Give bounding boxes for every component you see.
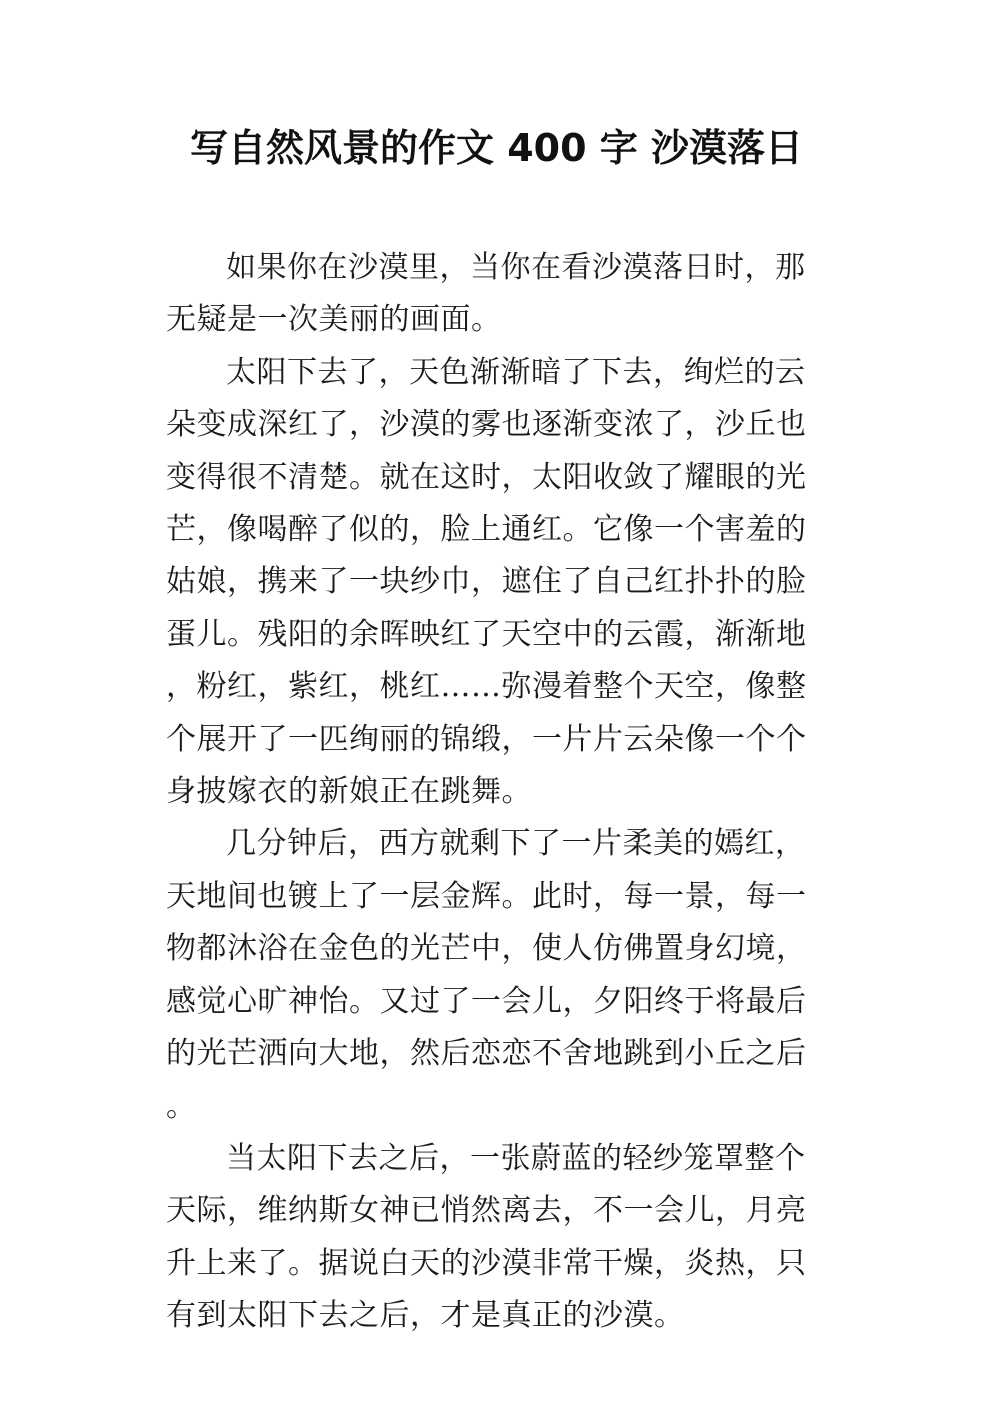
paragraph-2: 太阳下去了，天色渐渐暗了下去，绚烂的云朵变成深红了，沙漠的雾也逐渐变浓了，沙丘也变得很不清楚。就在这时，太阳收敛了耀眼的光芒，像喝醉了似的，脸上通红。它像一个害羞的姑娘，携来了一块纱巾，遮住了自己红扑扑的脸蛋儿。残阳的余晖映红了天空中的云霞，渐渐地，粉红，紫红，桃红……弥漫着整个天空，像整个展开了一匹绚丽的锦缎，一片片云朵像一个个身披嫁衣的新娘正在跳舞。 bbox=[166, 354, 807, 810]
document-body bbox=[166, 242, 828, 1343]
paragraph-3: 几分钟后，西方就剩下了一片柔美的嫣红，天地间也镀上了一层金辉。此时，每一景，每一物都沐浴在金色的光芒中，使人仿佛置身幻境，感觉心旷神怡。又过了一会儿，夕阳终于将最后的光芒洒向大地，然后恋恋不舍地跳到小丘之后。 bbox=[166, 826, 807, 1124]
paragraph-4: 当太阳下去之后，一张蔚蓝的轻纱笼罩整个天际，维纳斯女神已悄然离去，不一会儿，月亮升上来了。据说白天的沙漠非常干燥，炎热，只有到太阳下去之后，才是真正的沙漠。 bbox=[166, 1140, 807, 1334]
document-title: 写自然风景的作文 400 字 沙漠落日 bbox=[189, 126, 803, 170]
paragraph-1: 如果你在沙漠里，当你在看沙漠落日时，那无疑是一次美丽的画面。 bbox=[166, 250, 806, 338]
